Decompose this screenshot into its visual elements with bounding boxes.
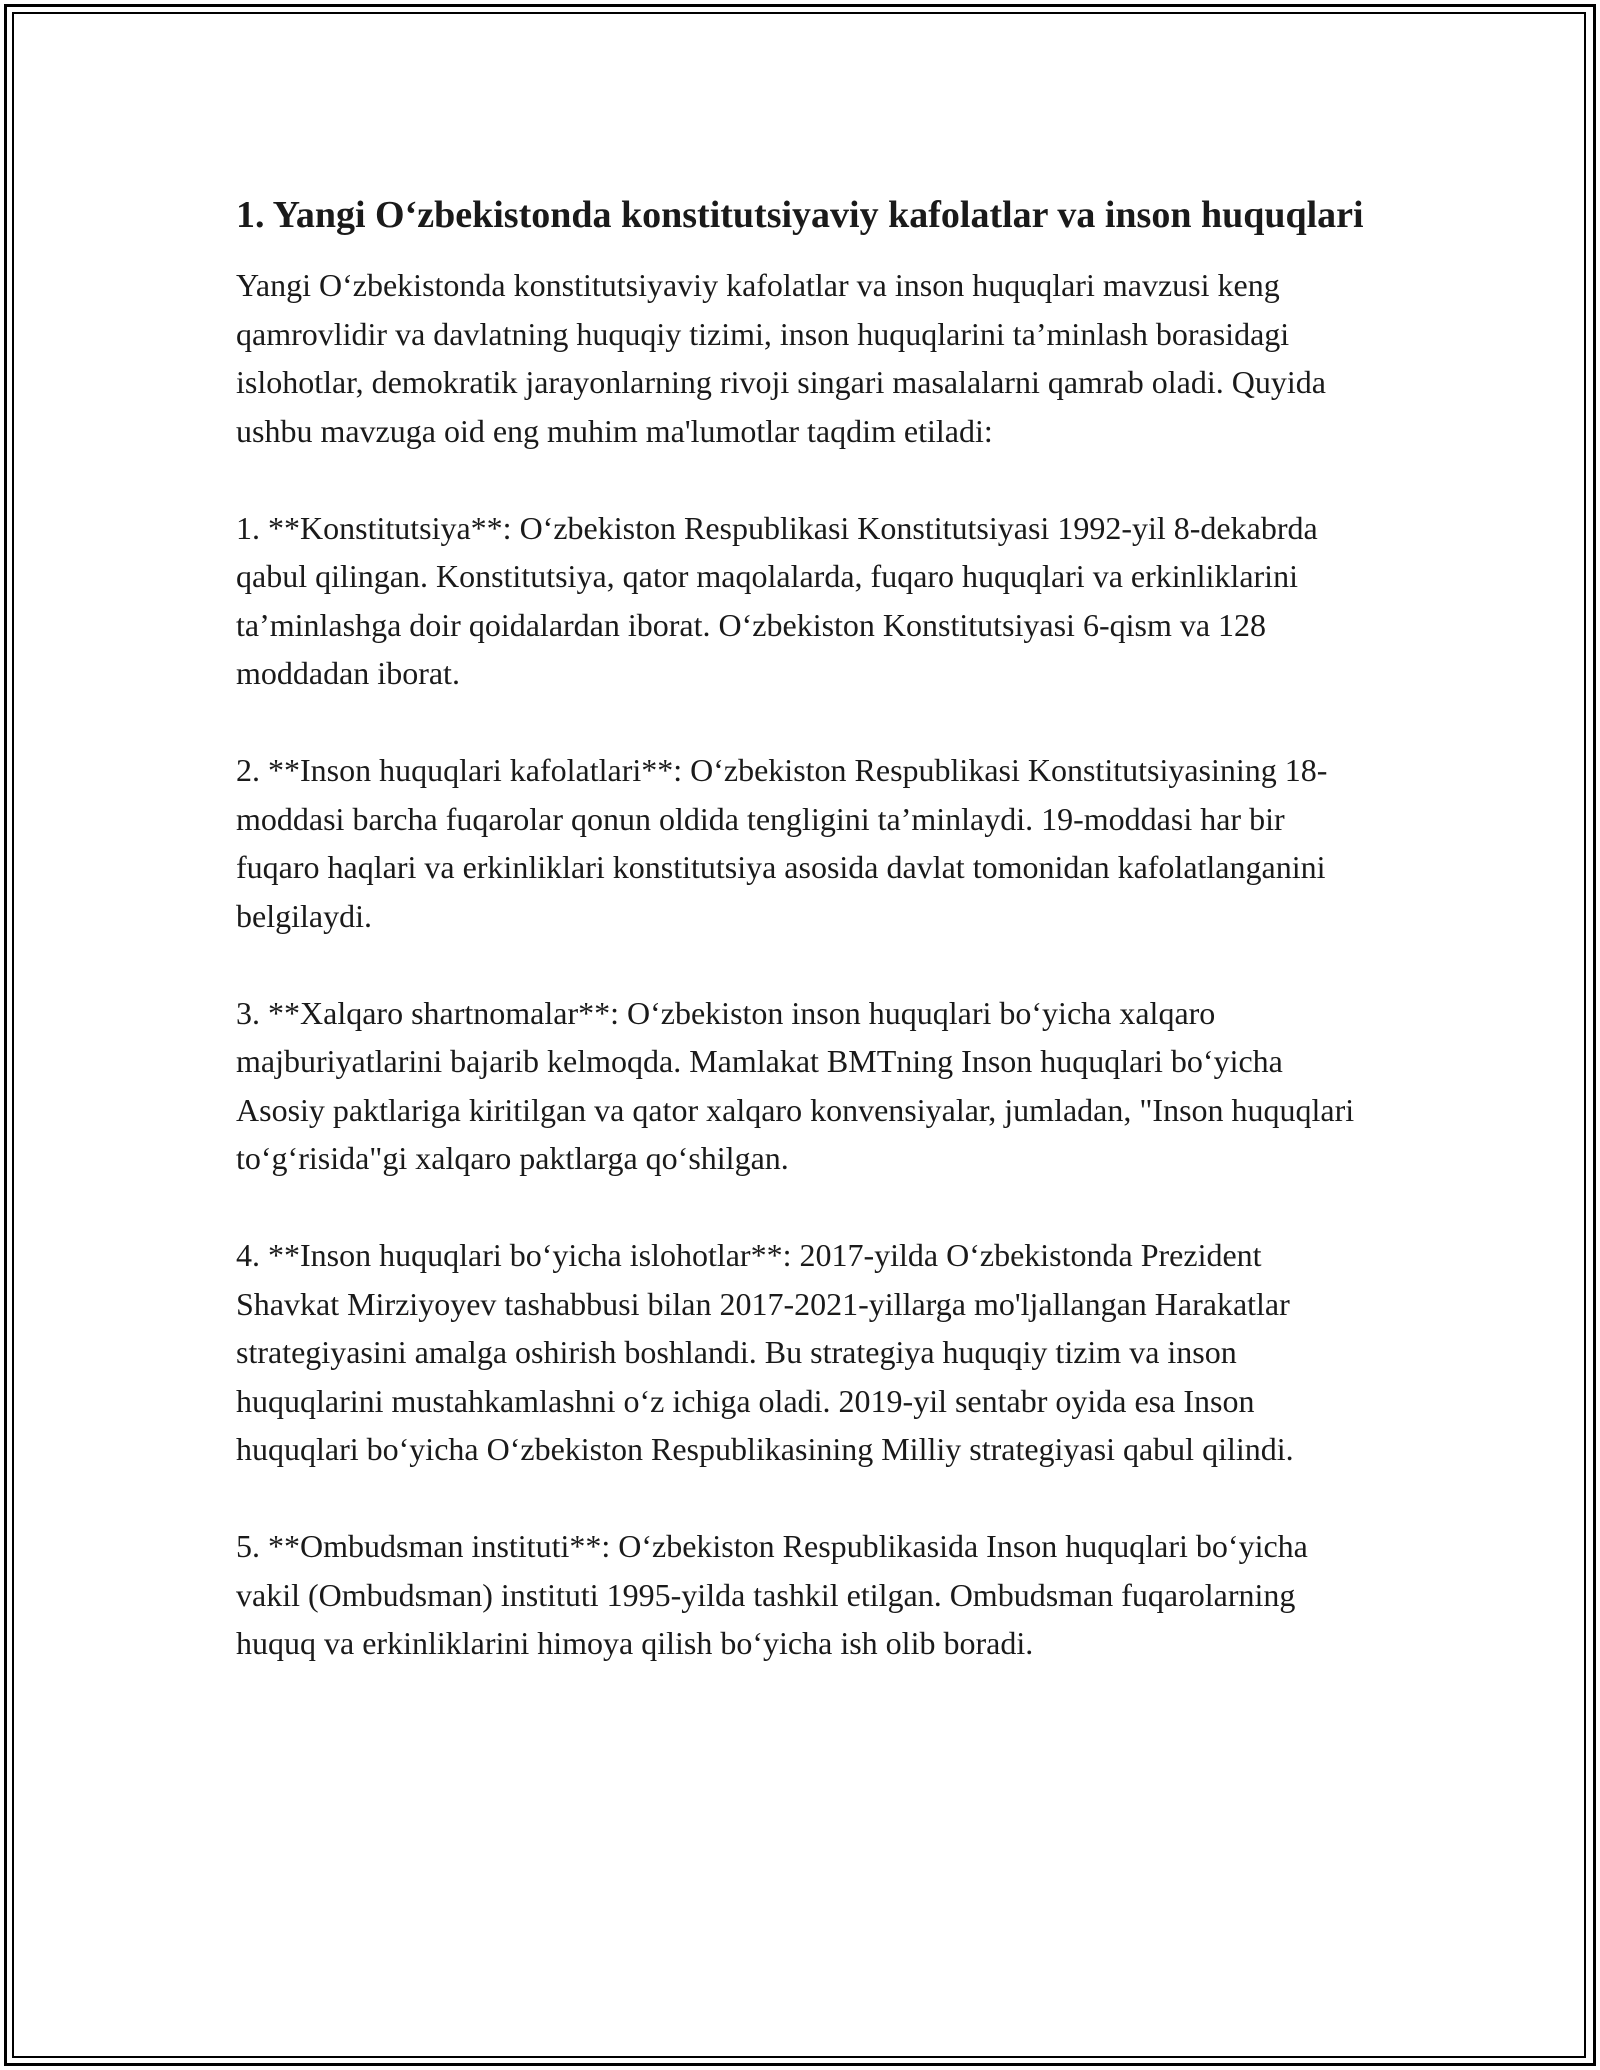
paragraph-ombudsman-instituti: 5. **Ombudsman instituti**: O‘zbekiston Respublikasida Inson huquqlari bo‘yicha vakil (Ombudsman) instituti 1995-yilda tashkil etilgan. Ombudsman fuqarolarning huquq va erkinliklarini himoya qilish bo‘yicha ish olib boradi. [236,1528,1308,1661]
document-title: 1. Yangi O‘zbekistonda konstitutsiyaviy kafolatlar va inson huquqlari [236,194,1364,236]
paragraph-xalqaro-shartnomalar: 3. **Xalqaro shartnomalar**: O‘zbekiston inson huquqlari bo‘yicha xalqaro majburiyatlarini bajarib kelmoqda. Mamlakat BMTning Inson huquqlari bo‘yicha Asosiy paktlariga kiritilgan va qator xalqaro konvensiyalar, jumladan, "Inson huquqlari to‘g‘risida"gi xalqaro paktlarga qo‘shilgan. [236,994,1355,1176]
paragraph-konstitutsiya: 1. **Konstitutsiya**: O‘zbekiston Respublikasi Konstitutsiyasi 1992-yil 8-dekabrda qabul qilingan. Konstitutsiya, qator maqolalarda, fuqaro huquqlari va erkinliklarini ta’minlashga doir qoidalardan iborat. O‘zbekiston Konstitutsiyasi 6-qism va 128 moddadan iborat. [236,509,1318,691]
document-body [236,188,1366,1716]
intro-paragraph: Yangi O‘zbekistonda konstitutsiyaviy kafolatlar va inson huquqlari mavzusi keng qamrovlidir va davlatning huquqiy tizimi, inson huquqlarini ta’minlash borasidagi islohotlar, demokratik jarayonlarning rivoji singari masalalarni qamrab oladi. Quyida ushbu mavzuga oid eng muhim ma'lumotlar taqdim etiladi: [236,267,1326,449]
paragraph-inson-huquqlari-kafolatlari: 2. **Inson huquqlari kafolatlari**: O‘zbekiston Respublikasi Konstitutsiyasining 18-moddasi barcha fuqarolar qonun oldida tengligini ta’minlaydi. 19-moddasi har bir fuqaro haqlari va erkinliklari konstitutsiya asosida davlat tomonidan kafolatlanganini belgilaydi. [236,752,1328,934]
paragraph-islohotlar: 4. **Inson huquqlari bo‘yicha islohotlar**: 2017-yilda O‘zbekistonda Prezident Shavkat Mirziyoyev tashabbusi bilan 2017-2021-yillarga mo'ljallangan Harakatlar strategiyasini amalga oshirish boshlandi. Bu strategiya huquqiy tizim va inson huquqlarini mustahkamlashni o‘z ichiga oladi. 2019-yil sentabr oyida esa Inson huquqlari bo‘yicha O‘zbekiston Respublikasining Milliy strategiyasi qabul qilindi. [236,1237,1294,1467]
